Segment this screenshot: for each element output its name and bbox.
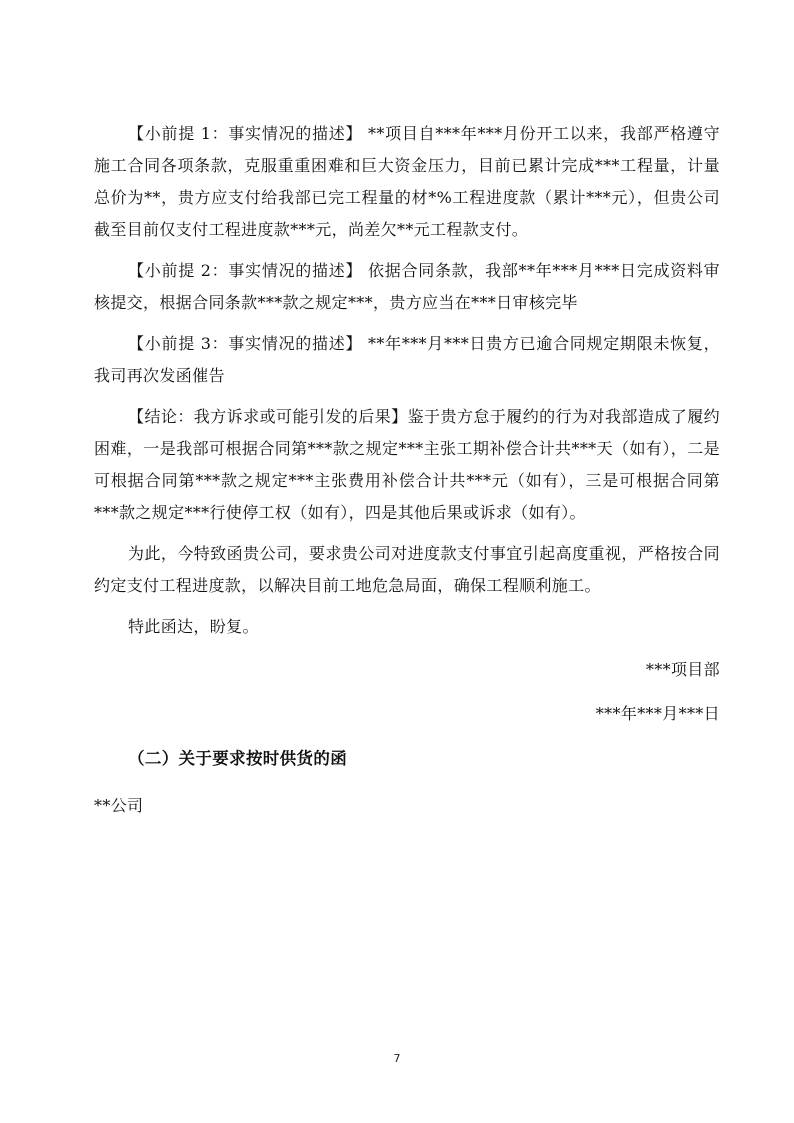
recipient: **公司: [94, 796, 144, 815]
page-number: 7: [393, 1052, 401, 1065]
paragraph-minor-premise-1: 【小前提 1：事实情况的描述】 **项目自***年***月份开工以来，我部严格遵守施工合同各项条款，克服重重困难和巨大资金压力，目前已累计完成***工程量，计量总价为**，贵方应支付给我部已完工程量的材*%工程进度款（累计***元），但贵公司截至目前仅支付工程进度款***元，尚差欠**元工程款支付。: [94, 124, 720, 239]
paragraph-conclusion: 【结论：我方诉求或可能引发的后果】鉴于贵方怠于履约的行为对我部造成了履约困难，一是我部可根据合同第***款之规定***主张工期补偿合计共***天（如有），二是可根据合同第***款之规定***主张费用补偿合计共***元（如有），三是可根据合同第***款之规定***行使停工权（如有），四是其他后果或诉求（如有）。: [94, 407, 720, 522]
paragraph-minor-premise-3: 【小前提 3：事实情况的描述】 **年***月***日贵方已逾合同规定期限未恢复，我司再次发函催告: [94, 334, 720, 385]
section-heading: （二）关于要求按时供货的函: [128, 749, 348, 768]
paragraph-minor-premise-2: 【小前提 2：事实情况的描述】 依据合同条款，我部**年***月***日完成资料审核提交，根据合同条款***款之规定***，贵方应当在***日审核完毕: [94, 261, 720, 312]
signature-department: ***项目部: [645, 660, 720, 679]
signature-date: ***年***月***日: [595, 704, 720, 723]
paragraph-request: 为此，今特致函贵公司，要求贵公司对进度款支付事宜引起高度重视，严格按合同约定支付工程进度款，以解决目前工地危急局面，确保工程顺利施工。: [94, 544, 720, 595]
paragraph-closing: 特此函达，盼复。: [128, 617, 259, 636]
document-body: [94, 118, 720, 830]
